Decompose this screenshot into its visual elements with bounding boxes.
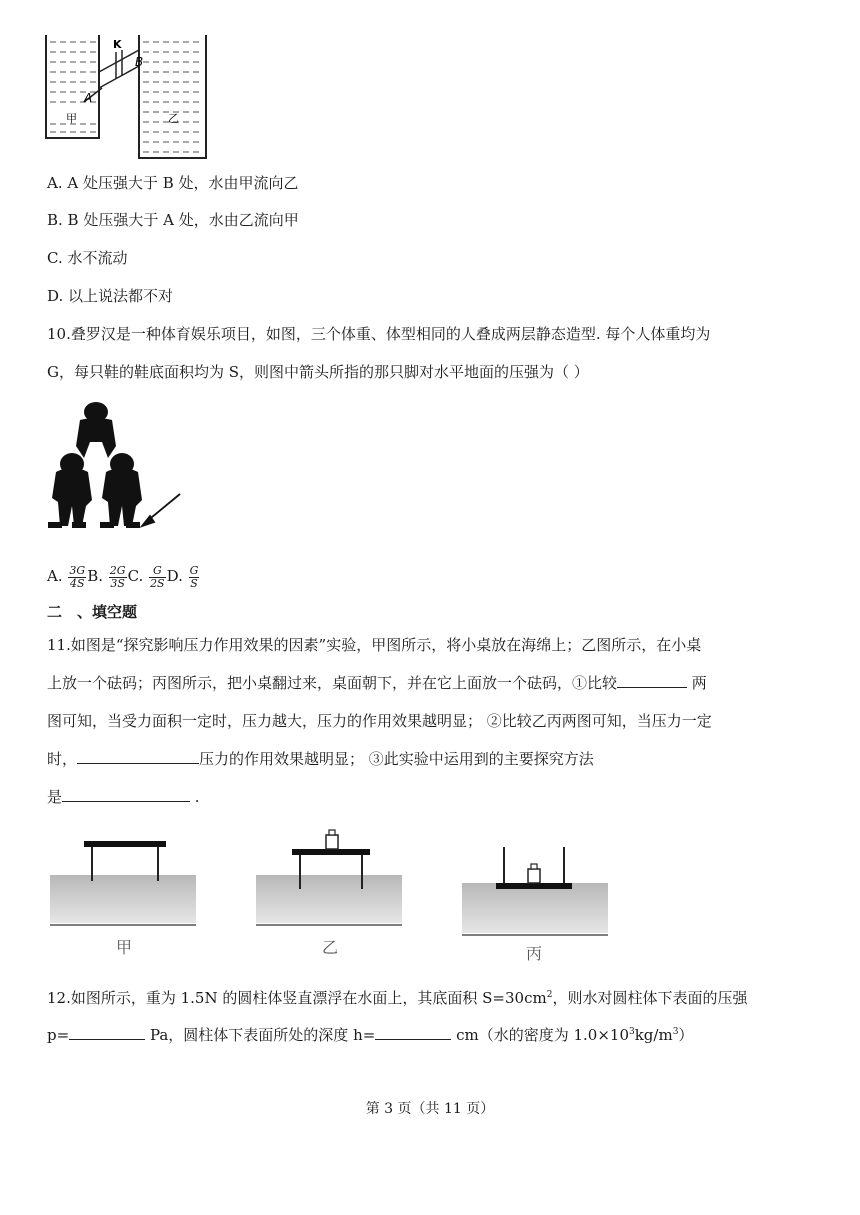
q10-option-b-fraction: $\frac{2G}{3S}$ <box>109 563 126 590</box>
panel-label-jia: 甲 <box>116 938 133 957</box>
q11-stem-line4: 时， 压力的作用效果越明显； ③此实验中运用到的主要探究方法 <box>47 750 594 768</box>
q10-stem-line2: G，每只鞋的鞋底面积均为 S，则图中箭头所指的那只脚对水平地面的压强为（ ） <box>47 363 589 381</box>
q11-blank-2[interactable] <box>77 749 199 764</box>
tank-label-left: 甲 <box>66 112 77 125</box>
page-footer: 第 3 页（共 11 页） <box>365 1101 495 1117</box>
q10-option-d-label: D. <box>166 567 183 585</box>
q10-option-b-label: B. <box>87 567 103 585</box>
q11-stem-line3: 图可知，当受力面积一定时，压力越大，压力的作用效果越明显； ②比较乙丙两图可知，当压力一定 <box>47 712 712 730</box>
q9-option-a: A. A 处压强大于 B 处，水由甲流向乙 <box>47 174 299 192</box>
section-heading-fill-in: 二 、填空题 <box>47 603 138 621</box>
q12-blank-depth[interactable] <box>375 1025 451 1040</box>
q10-option-a-fraction: $\frac{3G}{4S}$ <box>69 563 86 590</box>
q12-blank-pressure[interactable] <box>69 1025 145 1040</box>
tank-label-b: B <box>135 55 144 69</box>
connected-tanks-figure <box>44 30 214 162</box>
q9-option-b: B. B 处压强大于 A 处，水由乙流向甲 <box>47 211 299 229</box>
panel-label-bing: 丙 <box>526 944 543 963</box>
q12-stem-line1: 12.如图所示，重为 1.5N 的圆柱体竖直漂浮在水面上，其底面积 $S=30cm^2$，则水对圆柱体下表面的压强 <box>47 989 748 1007</box>
panel-label-yi: 乙 <box>322 938 339 957</box>
q11-blank-3[interactable] <box>62 787 190 802</box>
q9-option-c: C. 水不流动 <box>47 249 128 267</box>
sponge-table-figure <box>44 825 624 965</box>
q10-option-c-label: C. <box>127 567 144 585</box>
q10-stem-line1: 10.叠罗汉是一种体育娱乐项目，如图，三个体重、体型相同的人叠成两层静态造型. 每个人体重均为 <box>47 325 711 343</box>
panel-jia <box>50 841 196 925</box>
human-pyramid-figure <box>44 402 184 530</box>
q12-stem-line2: p= Pa，圆柱体下表面所处的深度 h= cm（水的密度为 $1.0\times 10^3kg/m^3$） <box>47 1026 694 1044</box>
tank-label-k: K <box>113 38 122 51</box>
q9-option-d: D. 以上说法都不对 <box>47 287 174 305</box>
q11-stem-line2: 上放一个砝码；丙图所示，把小桌翻过来，桌面朝下，并在它上面放一个砝码，①比较 两 <box>47 674 707 692</box>
q11-stem-line5: 是 . <box>47 788 200 806</box>
q10-option-c-fraction: $\frac{G}{2S}$ <box>150 563 165 590</box>
tank-label-a: A <box>84 91 93 105</box>
q11-stem-line1: 11.如图是“探究影响压力作用效果的因素”实验，甲图所示，将小桌放在海绵上；乙图所示，在小桌 <box>47 636 702 654</box>
q10-option-d-fraction: $\frac{G}{S}$ <box>189 563 199 590</box>
panel-yi <box>256 830 402 925</box>
tank-label-right: 乙 <box>168 112 179 125</box>
q10-options <box>47 562 200 590</box>
q11-blank-1[interactable] <box>617 673 687 688</box>
panel-bing <box>462 847 608 935</box>
q10-option-a-label: A. <box>47 567 63 585</box>
